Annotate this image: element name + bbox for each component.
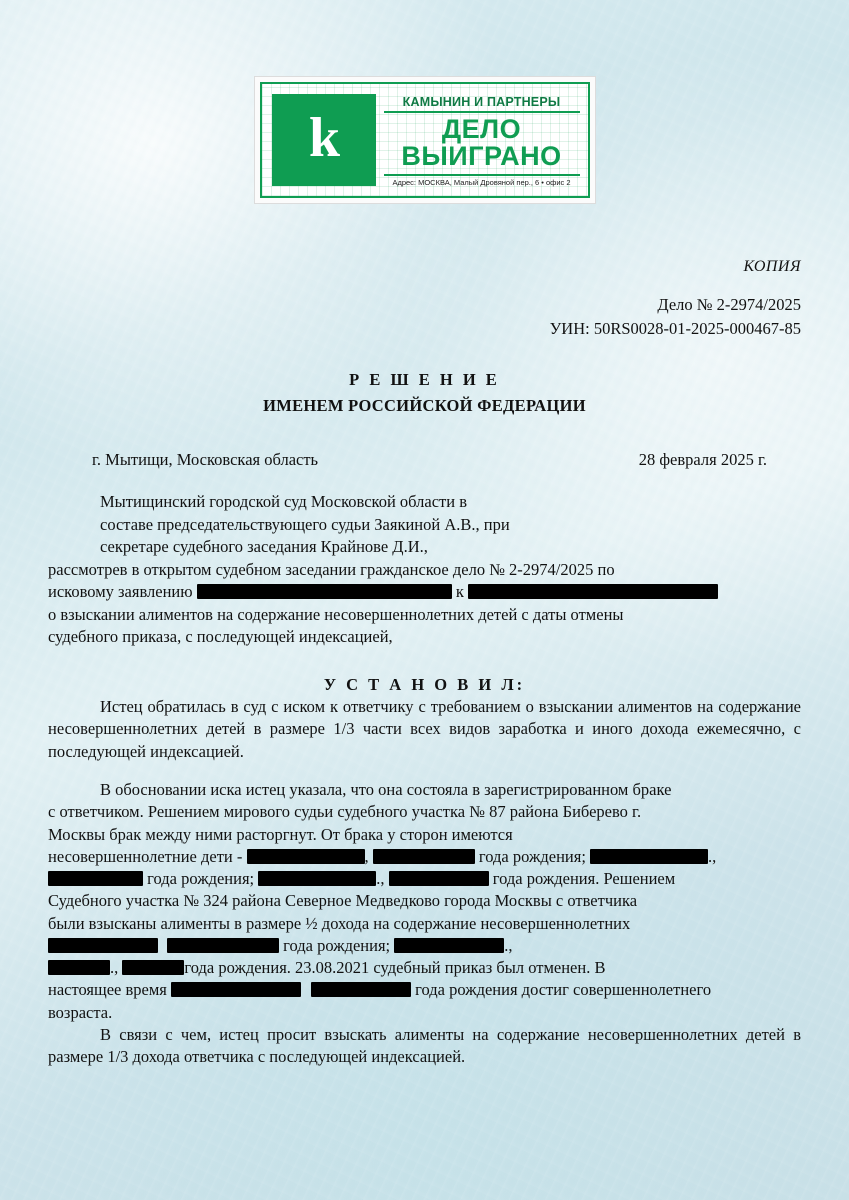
p2l9-text-a: ., — [110, 958, 123, 978]
paragraph-2-line-2: с ответчиком. Решением мирового судьи судебного участка № 87 района Биберево г. — [48, 802, 642, 822]
p2l4-text-c: года рождения; — [474, 846, 591, 866]
p2l10-text-b: года рождения достиг совершеннолетнего — [411, 980, 712, 1000]
p2l4-text-b: , — [364, 846, 373, 866]
paragraph-2-line-6: Судебного участка № 324 района Северное Медведково города Москвы с ответчика — [48, 891, 638, 911]
p2l5-text-c: года рождения. Решением — [488, 869, 676, 889]
intro-line-4: рассмотрев в открытом судебном заседании гражданское дело № 2-2974/2025 по — [48, 560, 615, 580]
p2l4-text-a: несовершеннолетние дети - — [48, 846, 247, 866]
p2l9-text-b: года рождения. 23.08.2021 судебный приказ был отменен. В — [184, 958, 606, 978]
redacted-child-6-name — [122, 960, 184, 975]
logo-inner-frame — [260, 82, 590, 198]
paragraph-2-line-3: Москвы брак между ними расторгнут. От брака у сторон имеются — [48, 824, 513, 844]
paragraph-1: Истец обратилась в суд с иском к ответчику с требованием о взыскании алиментов на содержание несовершеннолетних детей в размере 1/3 части всех видов заработка и иного дохода ежемесячно, с последующей индексацией. — [48, 697, 801, 761]
uin-number: УИН: 50RS0028-01-2025-000467-85 — [549, 319, 801, 339]
paragraph-2-line-8 — [48, 935, 801, 957]
document-title — [48, 369, 801, 417]
paragraph-2-line-7: были взысканы алименты в размере ½ дохода на содержание несовершеннолетних — [48, 913, 631, 933]
logo-monogram-letter: k — [308, 107, 339, 169]
paragraph-2-line-10 — [48, 979, 801, 1001]
decision-date: 28 февраля 2025 г. — [638, 449, 767, 469]
redacted-plaintiff-name — [197, 584, 452, 599]
redacted-child-5-birthdate — [48, 960, 110, 975]
intro-line-5-text: исковому заявлению — [48, 582, 193, 602]
intro-block — [48, 491, 801, 559]
p2l8-text-a: года рождения; — [279, 935, 395, 955]
redacted-child-3-birthdate — [389, 871, 489, 886]
intro-line-1: Мытищинский городской суд Московской области в — [100, 491, 468, 511]
logo-text-block — [376, 84, 588, 196]
p2l5-text-b: ., — [376, 869, 389, 889]
p2l8-text-b: ., — [504, 935, 513, 955]
paragraph-2-line-9 — [48, 957, 801, 979]
paragraph-2 — [48, 779, 801, 1024]
intro-line-2: составе председательствующего судьи Заякиной А.В., при — [100, 514, 510, 534]
redacted-adult-child-birthdate — [311, 982, 411, 997]
case-number: Дело № 2-2974/2025 — [657, 295, 801, 315]
intro-line-3: секретаре судебного заседания Крайнове Д.И., — [100, 537, 428, 557]
redacted-child-4-extra — [167, 938, 279, 953]
redacted-child-4-name — [48, 938, 158, 953]
place-and-date-row — [48, 449, 801, 471]
p2l5-text-a: года рождения; — [143, 869, 259, 889]
intro-line-6: о взыскании алиментов на содержание несовершеннолетних детей с даты отмены — [48, 604, 624, 624]
logo-monogram-icon — [272, 94, 376, 186]
intro-line-5-connector: к — [455, 582, 464, 602]
redacted-child-3-name — [258, 871, 376, 886]
intro-line-7: судебного приказа, с последующей индексацией, — [48, 627, 393, 647]
logo-headline-1: ДЕЛО — [441, 113, 522, 144]
paragraph-2-line-5 — [48, 868, 801, 890]
p2l4-text-d: ., — [708, 846, 717, 866]
court-place: г. Мытищи, Московская область — [92, 449, 319, 469]
redacted-child-2-birthdate — [48, 871, 143, 886]
ustanovil-heading: У С Т А Н О В И Л: — [323, 675, 526, 695]
redacted-child-1-name — [247, 849, 365, 864]
copy-stamp: КОПИЯ — [743, 258, 801, 275]
logo-address: Адрес: МОСКВА, Малый Дровяной пер., 6 • офис 2 — [384, 174, 580, 187]
redacted-child-1-birthdate — [373, 849, 475, 864]
redacted-defendant-name — [468, 584, 718, 599]
redacted-child-2-name — [590, 849, 708, 864]
court-decision-body — [48, 256, 801, 1068]
title-line-1: Р Е Ш Е Н И Е — [349, 370, 500, 390]
redacted-child-5-name — [394, 938, 504, 953]
paragraph-2-line-4 — [48, 846, 801, 868]
intro-line-5 — [48, 581, 801, 603]
paragraph-3: В связи с чем, истец просит взыскать алименты на содержание несовершеннолетних детей в размере 1/3 дохода ответчика с последующей индексацией. — [48, 1024, 801, 1067]
logo-firm-name: КАМЫНИН И ПАРТНЕРЫ — [384, 95, 580, 113]
redacted-adult-child-name — [171, 982, 301, 997]
paragraph-2-line-11: возраста. — [48, 1002, 113, 1022]
logo-headline-2: ВЫИГРАНО — [401, 141, 562, 171]
p2l10-text-a: настоящее время — [48, 980, 171, 1000]
title-line-2: ИМЕНЕМ РОССИЙСКОЙ ФЕДЕРАЦИИ — [263, 396, 586, 416]
company-logo — [254, 76, 596, 204]
logo-container — [48, 0, 801, 204]
paragraph-2-line-1: В обосновании иска истец указала, что она состояла в зарегистрированном браке — [100, 780, 672, 800]
